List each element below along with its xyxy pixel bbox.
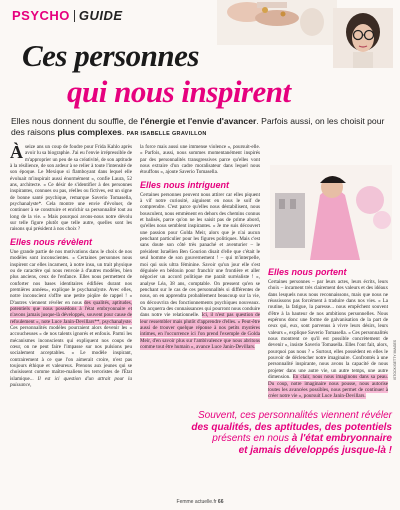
paragraph: Certaines personnes peuvent nous attirer car elles piquent à vif notre curiosité, aiguisent en nous le soif de comprendre. C'est parce qu'elles nous déstabilisent, nous bousculent, nous emmènent en dehors des chemins connus et balisés, parce qu'on ne les saisit pas de prime abord, qu'elles nous semblent inspirantes. « Je me suis découvert une passion pour Golda Meir, alors que je n'ai aucun penchant particulier pour les figures politiques. Mais c'est sans doute son côté très panaché et aventurier – le président Israélien Ben Gourion disait d'elle que c'était le seul homme de son gouvernement ! – qui m'interpelle, moi qui suis ultra féminine. Savoir qu'un jour elle s'est déguisée en bédouin pour franchir une frontière et aller négocier un accord politique me paraît surréaliste ! », analyse Léa, 38 ans, comptable. On pressent qu'en se penchant sur le cas de ces personnalités si différentes de nous, on en apprendra probablement beaucoup sur la vie, on découvrira des fonctionnements psychiques nouveaux. On acquerra des connaissances qui pourront nous conduire dans notre vie relationnelle. xyxy=(140,191,260,319)
quote-line: Souvent, ces personnalités viennent révéler xyxy=(197,410,392,421)
quote-line: présents en nous xyxy=(212,433,292,444)
subtitle-text: Elles nous donnent du souffle, de xyxy=(11,116,141,126)
section-heading: Elles nous intriguent xyxy=(140,179,230,190)
quote-line: et jamais développés jusque-là ! xyxy=(238,444,392,456)
subtitle-emphasis: l'énergie et l'envie d'avancer xyxy=(140,116,257,126)
portrait-photo xyxy=(333,8,393,68)
page-footer xyxy=(0,499,400,505)
highlighted-text: des qualités, aptitudes, potentiels que nous possédons à l'état embryonnaire et n'avons jamais jusque-là développés, souvent pour cause de refoulement », note Luce Janin-Devillars**, psychanalyste. xyxy=(10,299,132,325)
subtitle-emphasis: plus complexes xyxy=(57,126,122,137)
intro-paragraph: seize ans un coup de foudre pour Frida Kahlo après avoir lu sa biographie. J'ai eu l'envie irrépressible de m'approprier un peu de sa créativité, de son aptitude à la résilience, de son ardeur à se relier à toute l'intensité de son époque. Le Mexique si flamboyant dans lequel elle évoluait m'inspirait aussi énormément », confie Laura, 52 ans, architecte. « Ce désir de s'identifier à des personnes inspirantes, connues ou pas, réelles ou fictives, est un signe de bonne santé psychique, remarque Saverio Tomasella, psychanalyste*. Cela montre une envie d'évoluer, de continuer à se construire et enrichir sa personnalité tout au long de la vie. » Mais pourquoi avons-nous notre dévolu sur telle figure plutôt que telle autre, quelles sont les raisons qui président à nos choix ? xyxy=(10,144,132,233)
header-divider xyxy=(74,10,75,22)
section-heading: Elles nous révèlent xyxy=(10,236,93,247)
pink-woman-photo xyxy=(270,165,392,260)
paragraph: Une grande partie de nos motivations dans le choix de nos modèles sont inconscientes. « Certaines personnes nous inspirent car elles incarnent, à notre insu, un trait physique ou de caractère qui nous renvoie à d'autres modèles, bien plus anciens, ceux de l'enfance. Elles nous permettent de conforter nos bases identitaires édifiées durant nos premières années», explique le psychanalyste. Avec elles, notre inconscient s'offre une petite piqûre de rappel ! « D'autres viennent révéler en nous xyxy=(10,248,132,306)
paragraph-italic: Il est ici question d'un attrait pour la puissance, xyxy=(10,375,132,389)
article-subtitle xyxy=(11,116,391,138)
subtitle-text: . Parfois aussi, on les choisit pour des raisons xyxy=(11,116,385,137)
article-column-2 xyxy=(140,144,260,350)
highlighted-text: Ici, il n'est pas question de leur ressembler mais plutôt d'apprendre d'elles. « Peut-être aussi de trouver quelque réponse à nos petits mystères intimes, en l'occurrence ici l'on prend l'exemple de Golda Meir, d'en savoir plus sur l'ambivalence que nous abritons comme tout être humain », avance Luce Janin-Devillars. xyxy=(140,312,260,350)
subtitle-text: . xyxy=(121,126,127,137)
section-header xyxy=(12,8,123,23)
article-title-line2: qui nous inspirent xyxy=(67,74,291,109)
paragraph: Certaines personnes – par leurs actes, leurs écrits, leurs choix – incarnent très clairement des valeurs et des idéaux dans lesquels nous nous reconnaissons, mais que nous ne réussissons pas forcément à traduire dans nos vies. « La routine, la fatigue, la paresse... nous empêchent souvent d'être à la hauteur de nos ambitions personnelles. Nous espérons donc une forme de galvanisation de la part de ceux qui, eux, sont parvenus à vivre leurs désirs, leurs valeurs », explique Saverio Tomasella. « Ces personnalités nous montrent ce qu'il est possible concrètement de devenir », insiste Saverio Tomasella. Elles l'ont fait, alors, pourquoi pas nous ? » Surtout, elles possèdent en elles le pouvoir de déclencher notre imaginaire. Confrontés à une personnalité inspirante, nous avons la capacité de nous projeter dans une autre vie, un autre temps, une autre dimension. xyxy=(268,279,388,381)
paragraph: Ces personnalités modèles pourraient alors devenir les « accoucheuses » de nos talents ignorés et enfouis. Parmi les mécanismes inconscients qui expliquent nos coups de cœur, on ne peut faire l'impasse sur nos pulsions peu socialement acceptables. « Le modèle inspirant, contrairement à ce que l'on aimerait croire, n'est pas toujours éthique et valeureux. Prenons aux jeunes qui se choisissent comme maître-maliens les terroristes de l'État islamique... xyxy=(10,324,132,382)
section-heading: Elles nous portent xyxy=(268,267,347,277)
quote-line: des qualités, des aptitudes, des potentiels xyxy=(191,421,392,433)
hands-photo xyxy=(217,0,337,45)
photo-credit: ISTOCK/GETTY IMAGES xyxy=(393,339,397,380)
page-number: 66 xyxy=(217,499,224,505)
footer-site: Femme actuelle.fr xyxy=(176,499,218,505)
article-column-3 xyxy=(268,267,388,400)
section-name: PSYCHO xyxy=(12,8,70,23)
byline: PAR ISABELLE GRAVILLON xyxy=(126,130,207,137)
quote-line: à l'état embryonnaire xyxy=(291,433,392,444)
article-title-line1: Ces personnes xyxy=(22,38,199,73)
article-column-1 xyxy=(10,144,132,388)
paragraph: la force mais aussi une immense violence », poursuit-elle. « Parfois, aussi, nous sommes momentanément inspirés par des personnalités transgressives parce qu'elles vont nous extraire d'un cadre moralisateur dans lequel nous étouffons », ajoute Saverio Tomasella. xyxy=(140,144,260,176)
highlighted-text: En clair, nous nous imaginons dans sa peau. Du coup, notre imaginaire nous pousse, nous autorise toutes les avancées possibles, nous permet de continuer à créer notre vie », poursuit Luce Janin-Devillars. xyxy=(268,374,388,400)
pull-quote xyxy=(150,410,392,456)
drop-cap: À xyxy=(10,142,23,162)
subsection-name: GUIDE xyxy=(78,8,123,23)
